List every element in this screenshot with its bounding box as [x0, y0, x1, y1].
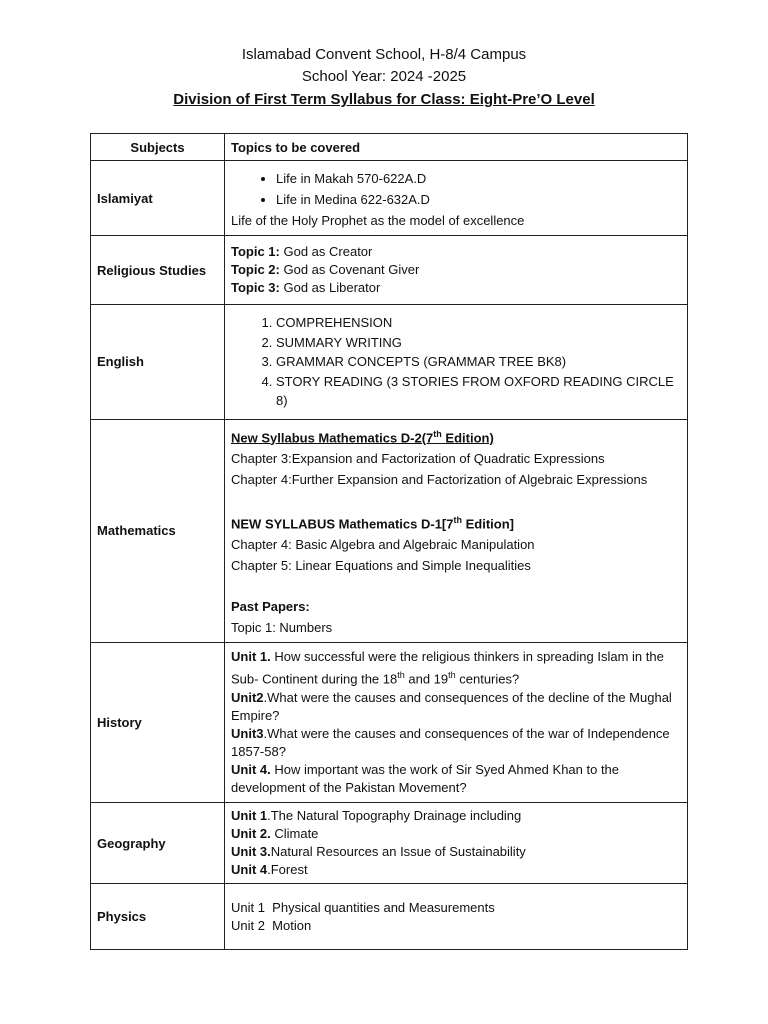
- topics-physics: [225, 884, 688, 950]
- topics-english: [225, 305, 688, 420]
- subject-english: English: [91, 305, 225, 420]
- list-item: Unit 2. Climate: [231, 826, 319, 842]
- list-item: Unit 1.The Natural Topography Drainage including: [231, 808, 522, 824]
- list-item: • Life in Makah 570-622A.D: [276, 168, 681, 189]
- list-item: Unit 2 Motion: [231, 917, 312, 933]
- list-item: 2. SUMMARY WRITING: [276, 333, 681, 353]
- list-item: Topic 1: Numbers: [231, 620, 333, 636]
- topics-mathematics: [225, 419, 688, 643]
- list-item: 3. GRAMMAR CONCEPTS (GRAMMAR TREE BK8): [276, 352, 681, 372]
- table-row: [91, 305, 688, 420]
- list-item: Chapter 5: Linear Equations and Simple Inequalities: [231, 558, 531, 574]
- list-item: Unit 1. How successful were the religious thinkers in spreading Islam in the Sub- Continent during the 18th and 19th centuries?: [231, 649, 664, 687]
- math-book-1-title: New Syllabus Mathematics D-2(7th Edition): [231, 428, 494, 445]
- list-item: Topic 2: God as Covenant Giver: [231, 262, 420, 277]
- list-item: Unit3.What were the causes and consequences of the war of Independence 1857-58?: [231, 725, 670, 759]
- table-row: [91, 884, 688, 950]
- topics-history: [225, 643, 688, 803]
- topics-column-header: Topics to be covered: [225, 134, 688, 161]
- list-item: • Life in Medina 622-632A.D: [276, 189, 681, 210]
- list-item: Unit2.What were the causes and consequences of the decline of the Mughal Empire?: [231, 689, 672, 723]
- subject-physics: Physics: [91, 884, 225, 950]
- school-year: School Year: 2024 -2025: [301, 68, 467, 85]
- list-item: 1. COMPREHENSION: [276, 313, 681, 333]
- document-title: Division of First Term Syllabus for Class: Eight-Pre’O Level: [173, 91, 595, 108]
- english-list: [231, 313, 681, 411]
- topics-geography: [225, 803, 688, 884]
- islamiyat-list: [231, 168, 681, 210]
- list-item: Chapter 4:Further Expansion and Factorization of Algebraic Expressions: [231, 471, 648, 487]
- subject-mathematics: Mathematics: [91, 419, 225, 643]
- list-item: Unit 4. How important was the work of Sir Syed Ahmed Khan to the development of the Pakistan Movement?: [231, 761, 620, 795]
- list-item: 4. STORY READING (3 STORIES FROM OXFORD READING CIRCLE 8): [276, 372, 681, 411]
- school-name: Islamabad Convent School, H-8/4 Campus: [241, 46, 527, 63]
- table-row: [91, 236, 688, 305]
- subjects-column-header: Subjects: [91, 134, 225, 161]
- subject-islamiyat: Islamiyat: [91, 161, 225, 236]
- table-row: [91, 161, 688, 236]
- table-row: [91, 419, 688, 643]
- table-row: [91, 803, 688, 884]
- subject-religious-studies: Religious Studies: [91, 236, 225, 305]
- table-header-row: [91, 134, 688, 161]
- list-item: Unit 4.Forest: [231, 862, 308, 878]
- subject-geography: Geography: [91, 803, 225, 884]
- table-row: [91, 643, 688, 803]
- past-papers-label: Past Papers:: [231, 599, 310, 615]
- math-book-2-title: NEW SYLLABUS Mathematics D-1[7th Edition]: [231, 514, 514, 532]
- list-item: Chapter 4: Basic Algebra and Algebraic Manipulation: [231, 537, 535, 553]
- subject-history: History: [91, 643, 225, 803]
- syllabus-table: [90, 133, 688, 950]
- list-item: Topic 3: God as Liberator: [231, 280, 381, 295]
- list-item: Chapter 3:Expansion and Factorization of Quadratic Expressions: [231, 450, 605, 466]
- islamiyat-note: Life of the Holy Prophet as the model of excellence: [231, 213, 525, 228]
- list-item: Unit 1 Physical quantities and Measurements: [231, 899, 495, 915]
- list-item: Unit 3.Natural Resources an Issue of Sustainability: [231, 844, 526, 860]
- topics-religious-studies: [225, 236, 688, 305]
- document-header: [0, 44, 768, 112]
- list-item: Topic 1: God as Creator: [231, 244, 373, 259]
- topics-islamiyat: [225, 161, 688, 236]
